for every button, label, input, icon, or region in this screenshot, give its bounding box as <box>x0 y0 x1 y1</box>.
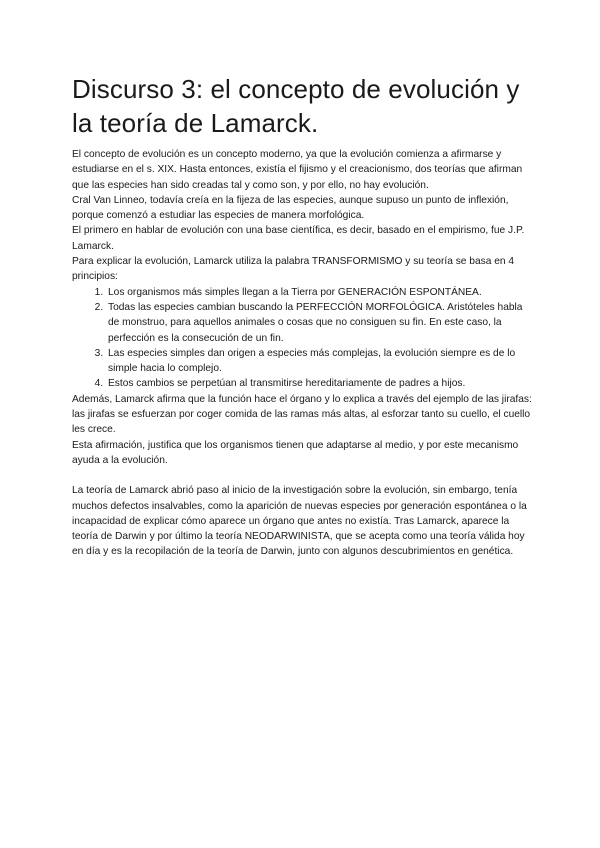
list-item-principle-3: 3. Las especies simples dan origen a especies más complejas, la evolución siempre es de lo simple hacia lo complejo. <box>106 346 532 377</box>
list-item-principle-4: 4. Estos cambios se perpetúan al transmitirse hereditariamente de padres a hijos. <box>106 376 532 391</box>
document-page <box>72 72 532 560</box>
list-item-principle-1: 1. Los organismos más simples llegan a la Tierra por GENERACIÓN ESPONTÁNEA. <box>106 285 532 300</box>
paragraph-lamarck-intro: El primero en hablar de evolución con una base científica, es decir, basado en el empirismo, fue J.P. Lamarck. <box>72 225 525 252</box>
paragraph-evolution-concept: El concepto de evolución es un concepto moderno, ya que la evolución comienza a afirmarse y estudiarse en el s. XIX. Hasta entonces, existía el fijismo y el creacionismo, dos teorías que afirman que las especies han sido creadas tal y como son, y por ello, no hay evolución. <box>72 149 523 191</box>
paragraph-linneo: Cral Van Linneo, todavía creía en la fijeza de las especies, aunque supuso un punto de inflexión, porque comenzó a estudiar las especies de manera morfológica. <box>72 194 509 222</box>
paragraph-jirafas: Además, Lamarck afirma que la función hace el órgano y lo explica a través del ejemplo de las jirafas: las jirafas se esfuerzan por coger comida de las ramas más altas, al esforzar tanto su cuello, el cuello les crece. <box>72 393 532 436</box>
principles-list <box>72 285 532 392</box>
paragraph-transformismo: Para explicar la evolución, Lamarck utiliza la palabra TRANSFORMISMO y su teoría se basa en 4 principios: <box>72 256 515 283</box>
document-title: Discurso 3: el concepto de evolución y la teoría de Lamarck. <box>72 74 520 138</box>
list-item-principle-2: 2. Todas las especies cambian buscando la PERFECCIÓN MORFOLÓGICA. Aristóteles habla de monstruo, para aquellos animales o cosas que no consiguen su fin. En este caso, la perfección es la consecución de un fin. <box>106 300 532 346</box>
paragraph-gap <box>72 468 532 483</box>
paragraph-conclusion: La teoría de Lamarck abrió paso al inicio de la investigación sobre la evolución, sin embargo, tenía muchos defectos insalvables, como la aparición de nuevas especies por generación espontánea o la incapacidad de explicar cómo aparece un órgano que antes no existía. Tras Lamarck, aparece la teoría de Darwin y por último la teoría NEODARWINISTA, que se acepta como una teoría válida hoy en día y es la recopilación de la teoría de Darwin, junto con algunos descubrimientos en genética. <box>72 485 527 558</box>
paragraph-adaptation: Esta afirmación, justifica que los organismos tienen que adaptarse al medio, y por este mecanismo ayuda a la evolución. <box>72 439 519 466</box>
